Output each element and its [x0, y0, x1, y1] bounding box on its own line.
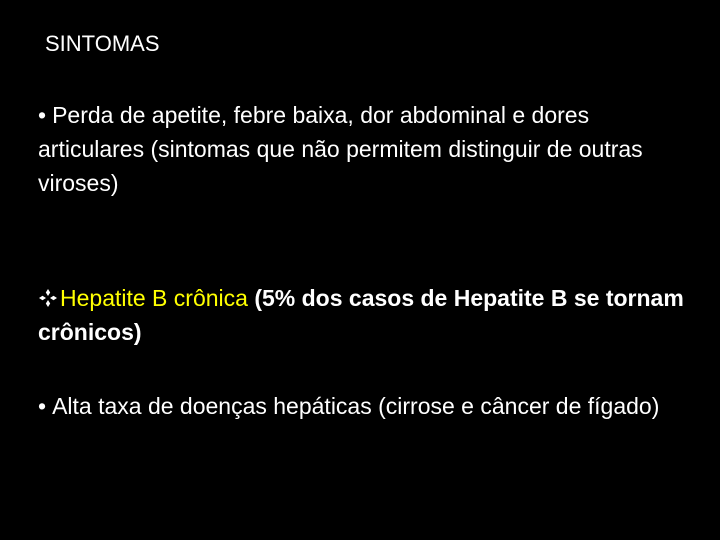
bullet-text: (5% dos casos de Hepatite B se tornam crônicos): [38, 285, 684, 345]
bullet-text: Perda de apetite, febre baixa, dor abdominal e dores articulares (sintomas que não permitem distinguir de outras viroses): [38, 102, 643, 196]
bullet-marker: •: [38, 102, 47, 128]
diamond-bullet-icon: [38, 288, 58, 308]
highlight-text: Hepatite B crônica: [60, 285, 248, 311]
bullet-text: Alta taxa de doenças hepáticas (cirrose e câncer de fígado): [52, 393, 660, 419]
bullet-item-liver-disease: [38, 389, 698, 423]
bullet-marker: •: [38, 393, 47, 419]
slide-title: SINTOMAS: [45, 31, 160, 56]
bullet-item-symptoms: [38, 98, 698, 200]
bullet-item-chronic-hepatitis: [38, 281, 698, 349]
